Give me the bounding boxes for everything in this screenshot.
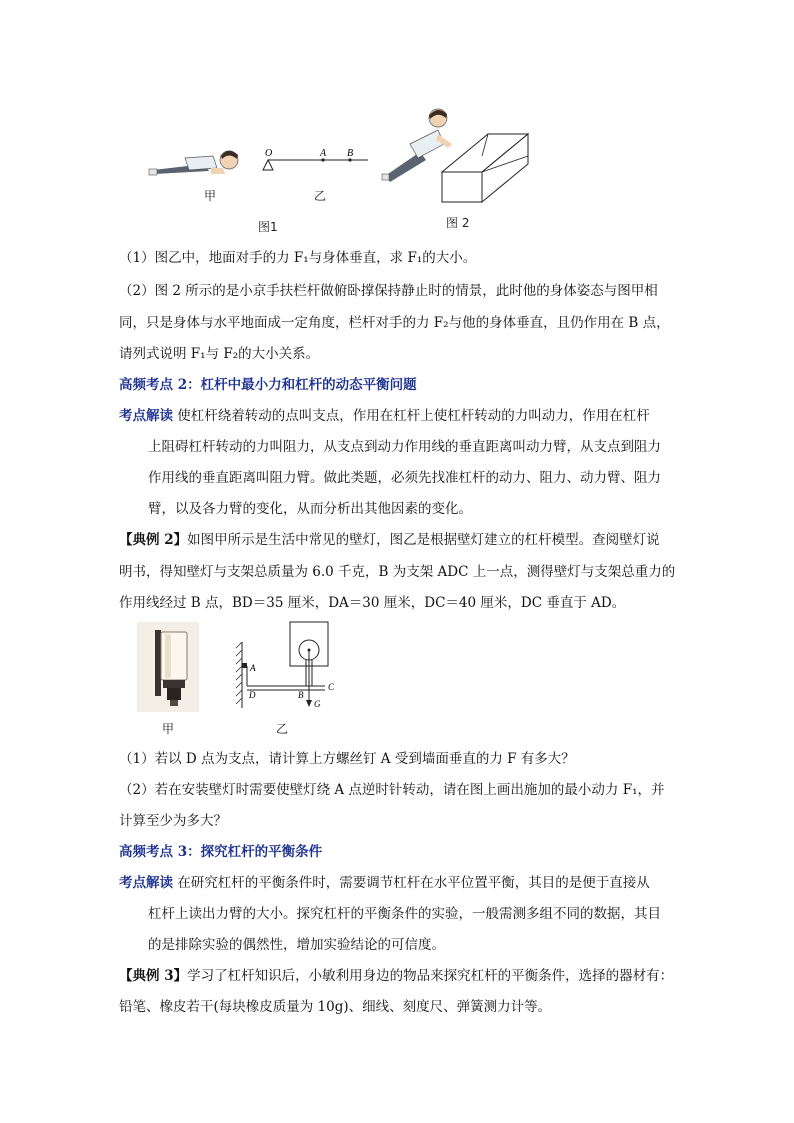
fig1-label-jia: 甲 [204, 189, 217, 203]
topic3-label: 考点解读 [119, 875, 173, 891]
example2-tag: 【典例 2】 [119, 532, 188, 548]
example3-tag: 【典例 3】 [119, 968, 188, 984]
point-a-label: A [320, 148, 327, 159]
topic2-line4: 臂，以及各力臂的变化，从而分析出其他因素的变化。 [148, 501, 472, 517]
topic2-label: 考点解读 [119, 408, 173, 424]
lamp-label-d: D [249, 690, 256, 700]
lamp-label-g: G [314, 699, 321, 709]
pushup-boy-illustration [145, 140, 245, 180]
example2-line1 [119, 530, 660, 550]
lamp-fig-jia: 甲 [162, 722, 175, 736]
topic3-title: 高频考点 3：探究杠杆的平衡条件 [119, 844, 323, 860]
point-o-label: O [265, 148, 273, 159]
topic2-line2: 上阻碍杠杆转动的力叫阻力，从支点到动力作用线的垂直距离叫动力臂，从支点到阻力 [148, 439, 661, 455]
lamp-label-b: B [298, 690, 304, 700]
topic2-line3: 作用线的垂直距离叫阻力臂。做此类题，必须先找准杠杆的动力、阻力、动力臂、阻力 [148, 470, 661, 486]
topic2-line1 [119, 406, 650, 426]
q1-part2-line2: 同，只是身体与水平地面成一定角度，栏杆对手的力 F₂与他的身体垂直，且仍作用在 B 点， [119, 315, 670, 331]
fig2-caption: 图 2 [446, 216, 470, 230]
q1-part1: （1）图乙中，地面对手的力 F₁与身体垂直，求 F₁的大小。 [119, 250, 477, 266]
example2-line2: 明书，得知壁灯与支架总质量为 6.0 千克，B 为支架 ADC 上一点，测得壁灯与支架总重力的 [119, 564, 676, 580]
lever-diagram [258, 146, 373, 178]
example2-q1: （1）若以 D 点为支点，请计算上方螺丝钉 A 受到墙面垂直的力 F 有多大？ [119, 751, 575, 767]
example3-line1 [119, 966, 673, 986]
example3-line2: 铅笔、橡皮若干(每块橡皮质量为 10g)、细线、刻度尺、弹簧测力计等。 [119, 999, 552, 1015]
point-b-label: B [347, 148, 354, 159]
lamp-lever-model [232, 620, 342, 712]
lamp-label-c: C [328, 682, 335, 692]
topic2-text1: 使杠杆绕着转动的点叫支点，作用在杠杆上使杠杆转动的力叫动力，作用在杠杆 [177, 408, 650, 424]
topic3-line3: 的是排除实验的偶然性，增加实验结论的可信度。 [148, 937, 445, 953]
q1-part2-line3: 请列式说明 F₁与 F₂的大小关系。 [119, 346, 320, 362]
railing-pushup-illustration [380, 104, 530, 204]
example3-text1: 学习了杠杆知识后，小敏利用身边的物品来探究杠杆的平衡条件，选择的器材有： [187, 968, 674, 984]
topic3-line1 [119, 873, 650, 893]
lamp-label-a: A [250, 663, 256, 673]
wall-lamp-photo [137, 622, 199, 712]
lamp-fig-yi: 乙 [276, 722, 289, 736]
example2-q2-line2: 计算至少为多大？ [119, 813, 227, 829]
q1-part2-line1: （2）图 2 所示的是小京手扶栏杆做俯卧撑保持静止时的情景，此时他的身体姿态与图甲相 [119, 283, 658, 299]
example2-q2-line1: （2）若在安装壁灯时需要使壁灯绕 A 点逆时针转动，请在图上画出施加的最小动力 F₁，并 [119, 782, 665, 798]
fig1-label-yi: 乙 [314, 189, 327, 203]
topic3-text1: 在研究杠杆的平衡条件时，需要调节杠杆在水平位置平衡，其目的是便于直接从 [177, 875, 650, 891]
example2-line3: 作用线经过 B 点，BD＝35 厘米，DA＝30 厘米，DC＝40 厘米，DC 垂直于 AD。 [119, 595, 626, 611]
example2-text1: 如图甲所示是生活中常见的壁灯，图乙是根据壁灯建立的杠杆模型。查阅壁灯说 [187, 532, 660, 548]
topic2-title: 高频考点 2：杠杆中最小力和杠杆的动态平衡问题 [119, 377, 417, 393]
fig1-caption: 图1 [258, 220, 278, 234]
topic3-line2: 杠杆上读出力臂的大小。探究杠杆的平衡条件的实验，一般需测多组不同的数据，其目 [148, 906, 661, 922]
